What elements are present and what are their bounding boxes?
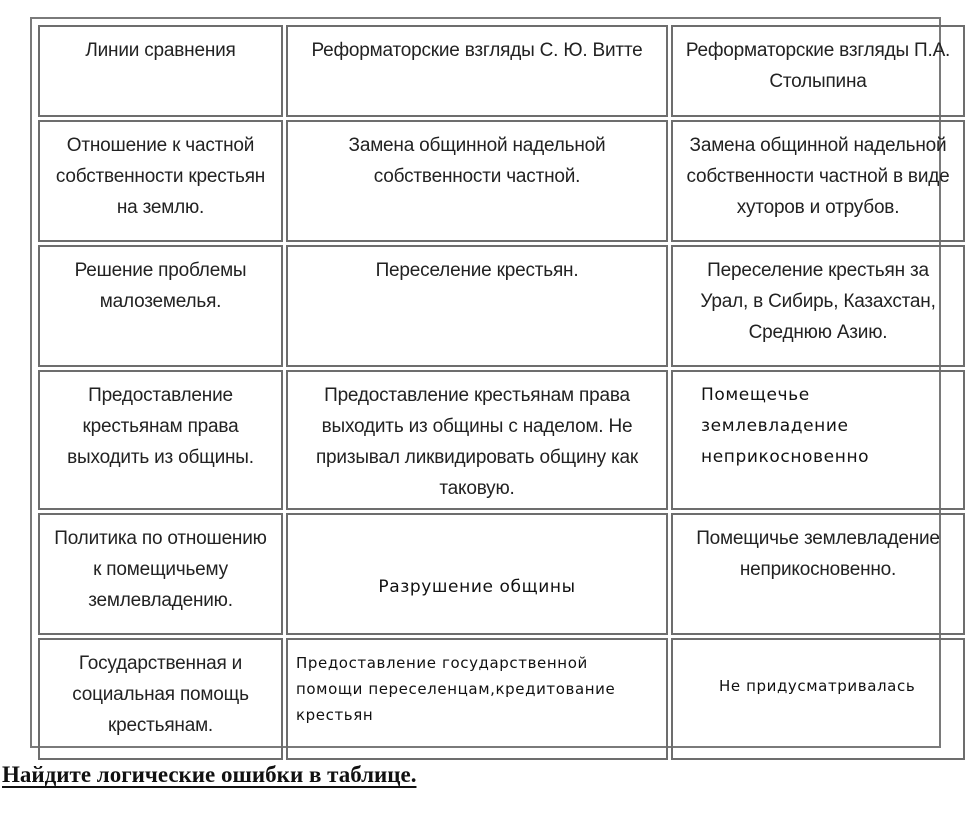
table-row [38, 370, 965, 510]
cell-stolypin: Замена общинной надельной собственности частной в виде хуторов и отрубов. [671, 120, 965, 242]
cell-criterion: Решение проблемы малоземелья. [38, 245, 283, 367]
cell-criterion: Государственная и социальная помощь крестьянам. [38, 638, 283, 760]
cell-criterion: Предоставление крестьянам права выходить из общины. [38, 370, 283, 510]
cell-witte: Предоставление крестьянам права выходить из общины с наделом. Не призывал ликвидировать общину как таковую. [286, 370, 668, 510]
cell-stolypin: Помещичье землевладение неприкосновенно. [671, 513, 965, 635]
cell-witte: Переселение крестьян. [286, 245, 668, 367]
cell-stolypin: Помещечье землевладение неприкосновенно [671, 370, 965, 510]
cell-criterion: Отношение к частной собственности крестьян на землю. [38, 120, 283, 242]
cell-witte: Предоставление государственной помощи переселенцам,кредитование крестьян [286, 638, 668, 760]
task-question: Найдите логические ошибки в таблице. [2, 762, 417, 787]
header-stolypin: Реформаторские взгляды П.А. Столыпина [671, 25, 965, 117]
table-row [38, 120, 965, 242]
table-row [38, 513, 965, 635]
header-witte: Реформаторские взгляды С. Ю. Витте [286, 25, 668, 117]
cell-witte: Разрушение общины [286, 513, 668, 635]
comparison-table-frame [30, 17, 951, 748]
table-row [38, 245, 965, 367]
cell-stolypin: Переселение крестьян за Урал, в Сибирь, Казахстан, Среднюю Азию. [671, 245, 965, 367]
table-row [38, 638, 965, 760]
table-header-row [38, 25, 965, 117]
comparison-table [35, 22, 968, 763]
cell-witte: Замена общинной надельной собственности частной. [286, 120, 668, 242]
header-criteria: Линии сравнения [38, 25, 283, 117]
cell-stolypin: Не придусматривалась [671, 638, 965, 760]
cell-criterion: Политика по отношению к помещичьему землевладению. [38, 513, 283, 635]
